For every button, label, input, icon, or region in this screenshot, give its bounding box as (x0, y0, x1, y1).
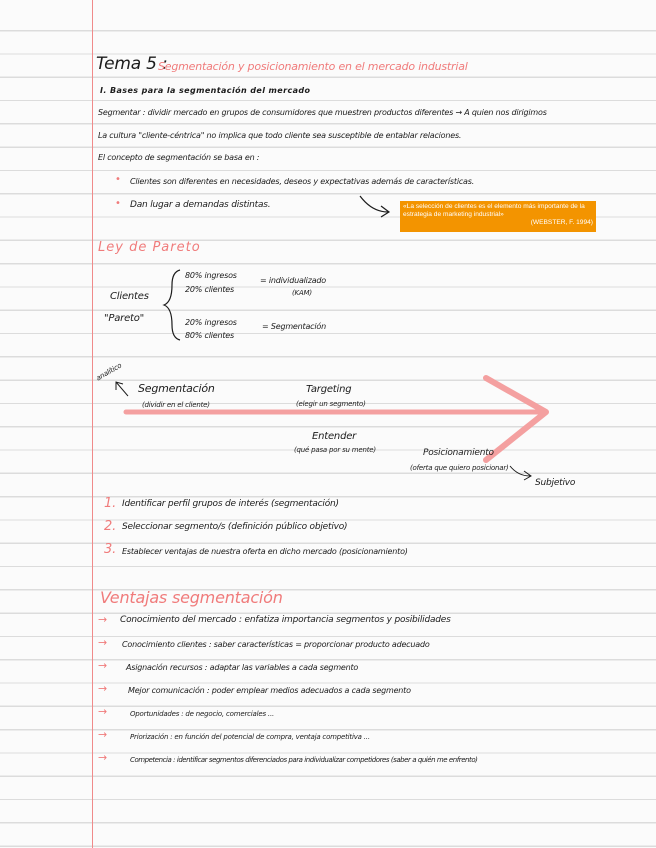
pareto-result: (KAM) (292, 289, 312, 297)
step-text: Establecer ventajas de nuestra oferta en dicho mercado (posicionamiento) (122, 547, 408, 556)
ventaja-item: Competencia : identificar segmentos diferenciados para individualizar competidores (saber a quién me enfrento) (130, 756, 478, 764)
page-title: Segmentación y posicionamiento en el mercado industrial (158, 60, 468, 73)
quote-text: «La selección de clientes es el elemento más importante de la estrategia de marketing industrial» (403, 203, 585, 219)
diagram-subjetivo: Subjetivo (535, 478, 576, 488)
arrow-icon: → (98, 613, 108, 626)
pareto-result: = individualizado (260, 276, 326, 285)
ventaja-item: Mejor comunicación : poder emplear medios adecuados a cada segmento (128, 686, 411, 695)
text-line: La cultura "cliente-céntrica" no implica que todo cliente sea susceptible de entablar relaciones. (98, 131, 462, 140)
diagram-entender: Entender (312, 431, 357, 442)
step-text: Seleccionar segmento/s (definición público objetivo) (122, 522, 348, 532)
text-line: Segmentar : dividir mercado en grupos de consumidores que muestren productos diferentes → A quien nos dirigimos (98, 108, 547, 117)
arrow-icon: → (98, 659, 108, 672)
pareto-result: = Segmentación (262, 322, 326, 331)
diagram-analitico: analítico (94, 361, 124, 383)
diagram-targeting: Targeting (306, 384, 352, 395)
quote-source: (WEBSTER, F. 1994) (530, 219, 593, 227)
section-heading: I. Bases para la segmentación del mercado (100, 86, 311, 95)
diagram-sub: (dividir en el cliente) (142, 401, 210, 409)
diagram-sub: (elegir un segmento) (296, 400, 366, 408)
step-number: 3. (104, 542, 117, 557)
ventaja-item: Oportunidades : de negocio, comerciales ... (130, 710, 275, 718)
text-line: El concepto de segmentación se basa en : (98, 153, 260, 162)
ventaja-item: Conocimiento del mercado : enfatiza importancia segmentos y posibilidades (120, 615, 451, 625)
title-prefix: Tema 5 : (96, 54, 168, 74)
ventaja-item: Conocimiento clientes : saber características = proporcionar producto adecuado (122, 640, 430, 649)
diagram-sub: (oferta que quiero posicionar) (410, 464, 509, 472)
ventajas-heading: Ventajas segmentación (100, 588, 283, 607)
pareto-text: 80% clientes (185, 331, 234, 340)
step-number: 2. (104, 519, 117, 534)
step-number: 1. (104, 496, 117, 511)
arrow-icon: → (98, 636, 108, 649)
arrow-icon: → (98, 728, 108, 741)
bullet-icon: • (115, 198, 121, 209)
bullet-icon: • (115, 174, 121, 185)
ventaja-item: Asignación recursos : adaptar las variables a cada segmento (126, 663, 359, 672)
arrow-icon: → (98, 751, 108, 764)
step-text: Identificar perfil grupos de interés (segmentación) (122, 499, 339, 509)
ventaja-item: Priorización : en función del potencial de compra, ventaja competitiva ... (130, 733, 370, 741)
diagram-posicionamiento: Posicionamiento (423, 448, 494, 458)
bullet-text: Clientes son diferentes en necesidades, deseos y expectativas además de características. (130, 177, 475, 186)
diagram-segmentacion: Segmentación (138, 382, 215, 395)
arrow-icon: → (98, 705, 108, 718)
pareto-clientes: Clientes (110, 291, 149, 302)
pareto-text: 80% ingresos (185, 271, 237, 280)
pareto-label: "Pareto" (104, 313, 145, 324)
pareto-text: 20% clientes (185, 285, 234, 294)
bullet-text: Dan lugar a demandas distintas. (130, 200, 271, 210)
pareto-text: 20% ingresos (185, 318, 237, 327)
diagram-sub: (qué pasa por su mente) (294, 446, 376, 454)
pareto-heading: Ley de Pareto (98, 240, 201, 255)
arrow-icon: → (98, 682, 108, 695)
